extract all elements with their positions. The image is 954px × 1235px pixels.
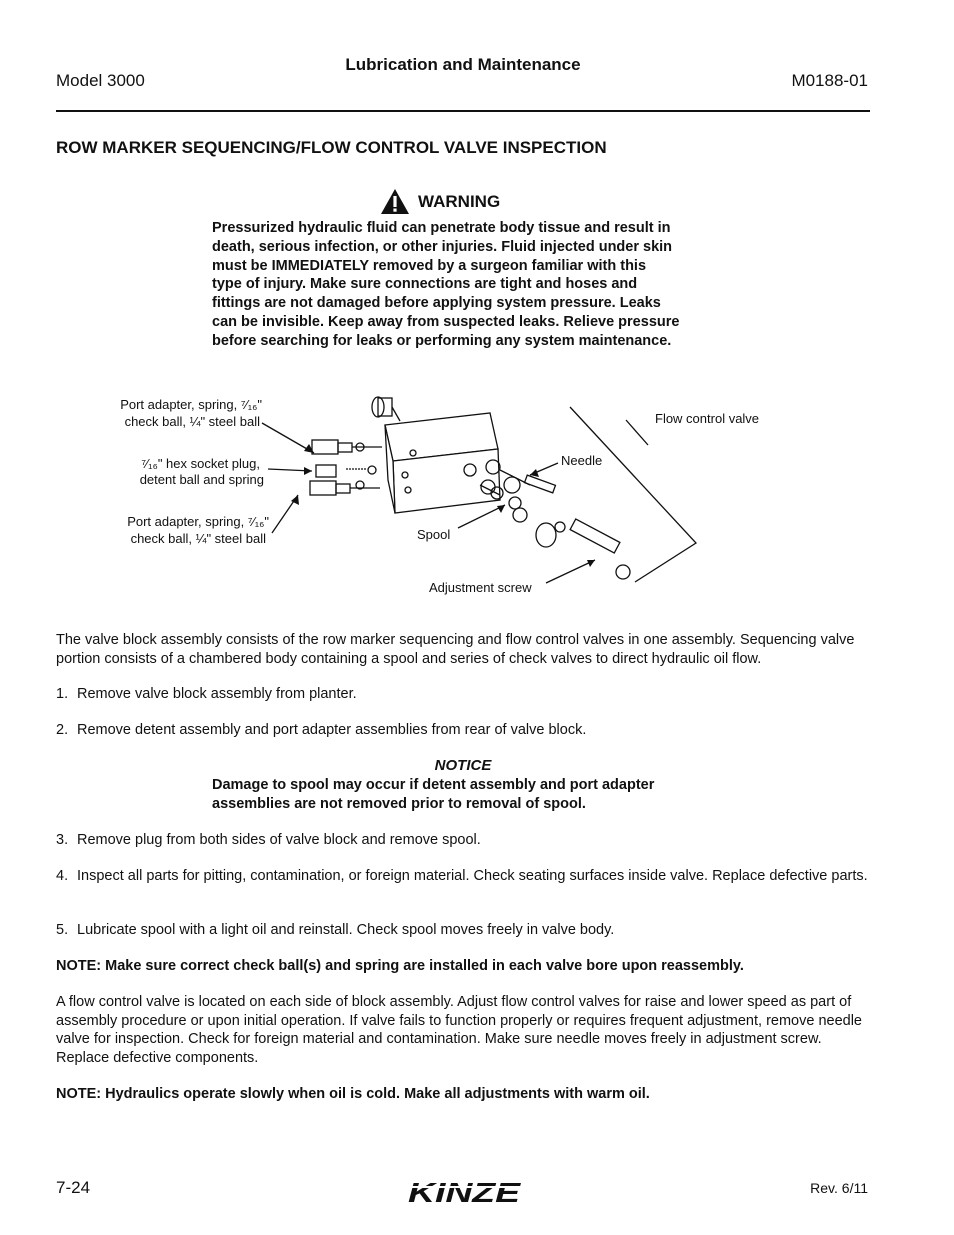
label-spool: Spool [417, 527, 451, 542]
header-doc-number: M0188-01 [791, 71, 868, 90]
footer-page-number: 7-24 [56, 1178, 91, 1197]
kinze-logo-text: KINZE [408, 1177, 522, 1206]
step-item [56, 721, 874, 740]
section-title: ROW MARKER SEQUENCING/FLOW CONTROL VALVE INSPECTION [56, 138, 607, 157]
valve-block-diagram [60, 385, 860, 605]
step-item [56, 867, 874, 886]
warning-line: Pressurized hydraulic fluid can penetrate body tissue and result in [212, 220, 671, 236]
step-item [56, 831, 874, 850]
label-port-adapter-top-1: Port adapter, spring, ⁷⁄₁₆" [120, 397, 262, 412]
label-needle: Needle [561, 453, 603, 468]
flow-control-paragraph: A flow control valve is located on each side of block assembly. Adjust flow control valves for raise and lower speed as part of assembly procedure or upon initial operation. If valve fails to function properly or requires frequent adjustment, remove needle valve for inspection. Check for foreign material and contamination. Make sure needle moves freely in adjustment screw. Replace defective components. [56, 994, 862, 1066]
intro-paragraph: The valve block assembly consists of the row marker sequencing and flow control valves in one assembly. Sequencing valve portion consists of a chambered body containing a spool and series of check valves to direct hydraulic oil flow. [56, 632, 855, 667]
warning-line: can be invisible. Keep away from suspected leaks. Relieve pressure [212, 313, 680, 330]
footer-revision: Rev. 6/11 [810, 1180, 868, 1196]
notice-heading: NOTICE [434, 757, 492, 774]
label-port-adapter-bottom-1: Port adapter, spring, ⁷⁄₁₆" [127, 514, 269, 529]
notice-line: assemblies are not removed prior to removal of spool. [212, 795, 586, 812]
valve-block [385, 413, 500, 513]
step-item [56, 685, 874, 704]
warning-line: must be IMMEDIATELY removed by a surgeon familiar with this [212, 257, 647, 274]
kinze-logo [404, 1176, 526, 1206]
notice-body [212, 776, 712, 813]
header-divider [56, 110, 870, 112]
step-number: 2. [56, 722, 69, 738]
header-model: Model 3000 [56, 71, 145, 90]
label-hex-plug-2: detent ball and spring [139, 472, 264, 487]
leader-line [626, 420, 648, 445]
note-cold-oil: NOTE: Hydraulics operate slowly when oil is cold. Make all adjustments with warm oil. [56, 1086, 650, 1102]
step-number: 4. [56, 868, 69, 884]
label-flow-control-valve: Flow control valve [655, 411, 760, 426]
step-text: Inspect all parts for pitting, contamination, or foreign material. Check seating surfaces inside valve. Replace defective parts. [77, 868, 868, 884]
note-check-ball: NOTE: Make sure correct check ball(s) and spring are installed in each valve bore upon reassembly. [56, 958, 744, 974]
warning-heading-text: WARNING [418, 191, 501, 211]
flow-control-parts [480, 460, 630, 579]
step-item [56, 921, 874, 940]
leader-line [546, 560, 595, 583]
warning-heading [380, 188, 500, 215]
step-number: 3. [56, 832, 69, 848]
top-fitting [372, 397, 400, 421]
step-text: Remove detent assembly and port adapter assemblies from rear of valve block. [77, 722, 587, 738]
warning-body [212, 219, 718, 351]
label-port-adapter-bottom-2: check ball, ¼" steel ball [130, 531, 266, 546]
label-hex-plug-1: ⁷⁄₁₆" hex socket plug, [141, 456, 260, 471]
step-text: Lubricate spool with a light oil and reinstall. Check spool moves freely in valve body. [77, 922, 615, 938]
step-text: Remove valve block assembly from planter. [77, 686, 357, 702]
header-section-title: Lubrication and Maintenance [345, 55, 581, 74]
warning-line: fittings are not damaged before applying system pressure. Leaks [212, 295, 661, 312]
step-number: 5. [56, 922, 69, 938]
leader-line [458, 505, 505, 528]
warning-triangle-icon [380, 188, 410, 215]
left-port-adapters [310, 440, 382, 495]
arrowhead [304, 467, 312, 475]
warning-line: type of injury. Make sure connections are tight and hoses and [212, 276, 638, 293]
label-port-adapter-top-2: check ball, ¼" steel ball [124, 414, 260, 429]
warning-line: death, serious infection, or other injuries. Fluid injected under skin [212, 238, 673, 255]
notice-line: Damage to spool may occur if detent assembly and port adapter [212, 777, 655, 793]
step-number: 1. [56, 686, 69, 702]
step-text: Remove plug from both sides of valve block and remove spool. [77, 832, 481, 848]
arrowhead [530, 469, 539, 477]
warning-line: before searching for leaks or performing any system maintenance. [212, 332, 672, 349]
label-adjustment-screw: Adjustment screw [429, 580, 532, 595]
flow-control-bracket [570, 407, 696, 582]
